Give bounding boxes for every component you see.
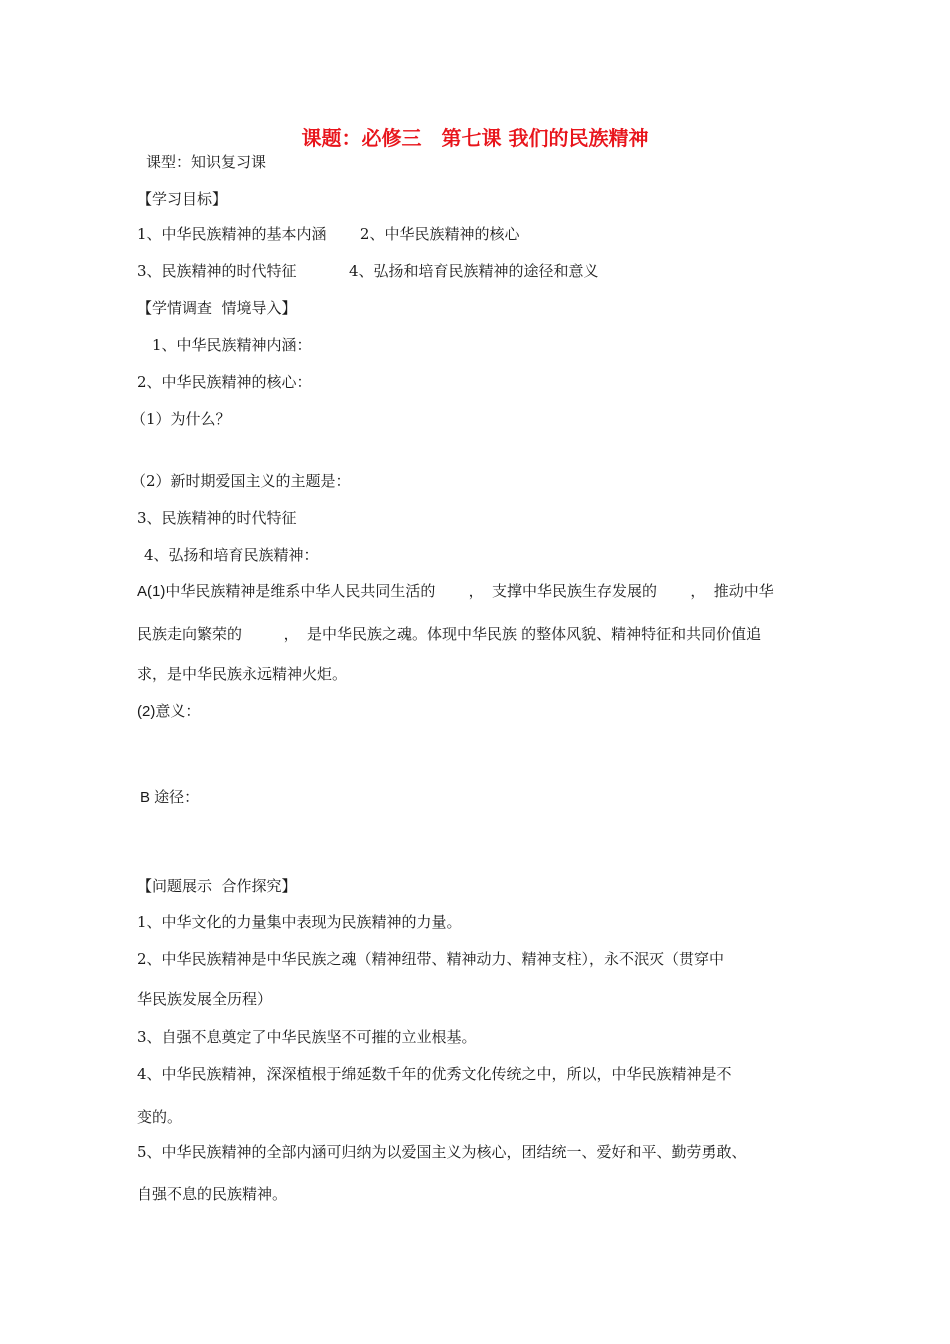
inquiry-heading: 【问题展示 合作探究】 [137,877,297,895]
answer-a-line-3: 求，是中华民族永远精神火炬。 [137,666,348,683]
inquiry-item-2-line-2: 华民族发展全历程） [137,990,273,1008]
inquiry-item-4-line-1: 4、中华民族精神，深深植根于绵延数千年的优秀文化传统之中，所以，中华民族精神是不 [137,1065,732,1083]
inquiry-item-5-line-2: 自强不息的民族精神。 [137,1185,288,1203]
inquiry-item-5-line-1: 5、中华民族精神的全部内涵可归纳为以爱国主义为核心，团结统一、爱好和平、勤劳勇敢、 [137,1143,747,1161]
answer-b-path: B 途径： [140,789,200,806]
survey-question-2: 2、中华民族精神的核心： [137,373,312,391]
survey-question-1: 1、中华民族精神内涵： [152,336,312,354]
answer-a-meaning: (2)意义： [137,703,201,720]
inquiry-item-2-line-1: 2、中华民族精神是中华民族之魂（精神纽带、精神动力、精神支柱），永不泯灭（贯穿中 [137,950,725,968]
answer-a-line-2: 民族走向繁荣的 ， 是中华民族之魂。体现中华民族 的整体风貌、精神特征和共同价值追 [137,626,762,643]
inquiry-item-1: 1、中华文化的力量集中表现为民族精神的力量。 [137,913,462,931]
inquiry-item-4-line-2: 变的。 [137,1108,183,1126]
survey-question-4: 4、弘扬和培育民族精神： [144,546,319,564]
objectives-row-1: 1、中华民族精神的基本内涵 2、中华民族精神的核心 [137,225,520,243]
answer-a-line-1: A(1)中华民族精神是维系中华人民共同生活的 ， 支撑中华民族生存发展的 ， 推动中华 [137,583,774,600]
objectives-heading: 【学习目标】 [137,190,228,208]
course-type: 课型：知识复习课 [146,153,267,171]
survey-question-3: 3、民族精神的时代特征 [137,509,297,527]
objectives-row-2: 3、民族精神的时代特征 4、弘扬和培育民族精神的途径和意义 [137,262,599,280]
survey-question-2-1: （1）为什么？ [131,410,231,428]
page-title: 课题：必修三 第七课 我们的民族精神 [301,126,649,150]
survey-heading: 【学情调查 情境导入】 [137,299,297,317]
inquiry-item-3: 3、自强不息奠定了中华民族坚不可摧的立业根基。 [137,1028,477,1046]
survey-question-2-2: （2）新时期爱国主义的主题是： [131,472,351,490]
